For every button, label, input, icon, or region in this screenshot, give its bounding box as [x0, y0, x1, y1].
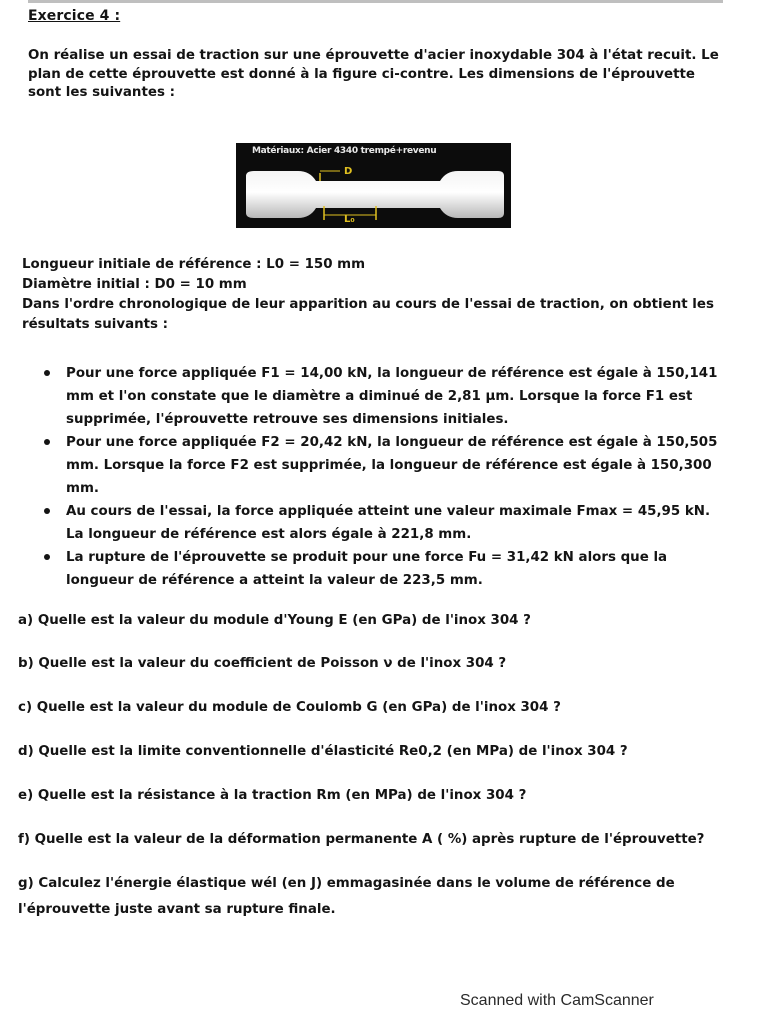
bullet-icon — [44, 439, 50, 445]
list-item — [40, 362, 732, 431]
label-l0: L₀ — [344, 214, 355, 225]
list-item — [40, 546, 732, 592]
list-item — [40, 500, 732, 546]
question-e: e) Quelle est la résistance à la traction Rm (en MPa) de l'inox 304 ? — [18, 788, 527, 803]
figure-caption: Matériaux: Acier 4340 trempé+revenu — [252, 146, 437, 156]
question-b: b) Quelle est la valeur du coefficient de Poisson ν de l'inox 304 ? — [18, 656, 507, 671]
question-g: g) Calculez l'énergie élastique wél (en J) emmagasinée dans le volume de référence de l'éprouvette juste avant sa rupture finale. — [18, 876, 675, 917]
bullet-icon — [44, 370, 50, 376]
bullet-icon — [44, 508, 50, 514]
results-list — [40, 362, 732, 592]
question-c: c) Quelle est la valeur du module de Coulomb G (en GPa) de l'inox 304 ? — [18, 700, 561, 715]
list-item — [40, 431, 732, 500]
chronology-line: Dans l'ordre chronologique de leur apparition au cours de l'essai de traction, on obtient les résultats suivants : — [22, 297, 714, 332]
question-a: a) Quelle est la valeur du module d'Young E (en GPa) de l'inox 304 ? — [18, 613, 531, 628]
list-item-text: Au cours de l'essai, la force appliquée atteint une valeur maximale Fmax = 45,95 kN. La longueur de référence est alors égale à 221,8 mm. — [66, 504, 711, 542]
bullet-icon — [44, 554, 50, 560]
specimen-body — [246, 171, 504, 218]
list-item-text: La rupture de l'éprouvette se produit pour une force Fu = 31,42 kN alors que la longueur de référence a atteint la valeur de 223,5 mm. — [66, 550, 668, 588]
exercise-title: Exercice 4 : — [28, 8, 121, 24]
initial-diameter-line: Diamètre initial : D0 = 10 mm — [22, 277, 247, 292]
scanner-watermark: Scanned with CamScanner — [460, 992, 654, 1009]
question-d: d) Quelle est la limite conventionnelle d'élasticité Re0,2 (en MPa) de l'inox 304 ? — [18, 744, 628, 759]
top-rule — [28, 0, 723, 3]
initial-length-line: Longueur initiale de référence : L0 = 150 mm — [22, 257, 366, 272]
label-d: D — [344, 166, 353, 177]
list-item-text: Pour une force appliquée F1 = 14,00 kN, la longueur de référence est égale à 150,141 mm et l'on constate que le diamètre a diminué de 2,81 µm. Lorsque la force F1 est supprimée, l'éprouvette retrouve ses dimensions initiales. — [66, 366, 718, 427]
list-item-text: Pour une force appliquée F2 = 20,42 kN, la longueur de référence est égale à 150,505 mm. Lorsque la force F2 est supprimée, la longueur de référence est égale à 150,300 mm. — [66, 435, 718, 496]
question-f: f) Quelle est la valeur de la déformation permanente A ( %) après rupture de l'éprouvette? — [18, 832, 705, 847]
specimen-figure — [236, 143, 511, 228]
intro-paragraph: On réalise un essai de traction sur une éprouvette d'acier inoxydable 304 à l'état recuit. Le plan de cette éprouvette est donné à la figure ci-contre. Les dimensions de l'éprouvette sont les suivantes : — [28, 48, 719, 100]
given-data — [22, 255, 732, 335]
